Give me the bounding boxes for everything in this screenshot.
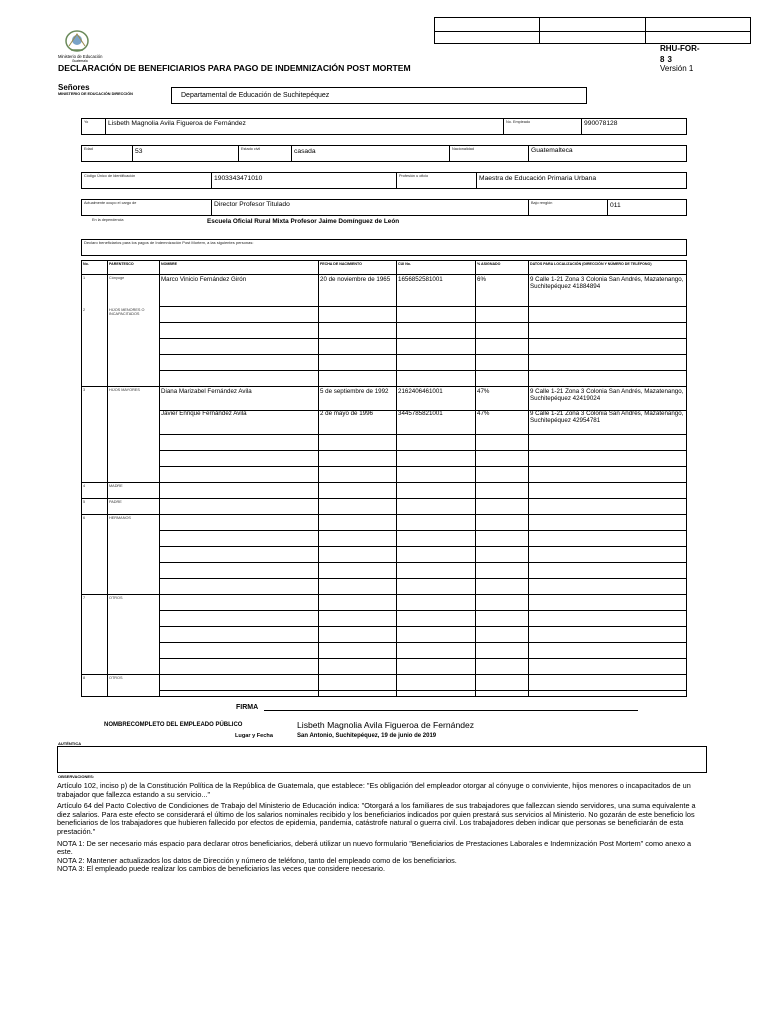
table-row-line: [81, 594, 687, 595]
note-article-102: Artículo 102, inciso p) de la Constitución Política de la República de Guatemala, que establece: "Es obligación del empleador otorgar al cónyuge o conviviente, hijos menores o incapacitados de un trabajador que fallezca estando a su servicio...": [57, 781, 691, 799]
relationship: HIJOS MENORES O INCAPACITADOS: [109, 308, 145, 317]
logo-sub: Guatemala: [72, 59, 88, 63]
percentage[interactable]: 6%: [477, 276, 486, 283]
age-label: Edad: [84, 147, 93, 151]
position-label: Actualmente ocupo el cargo de: [84, 201, 137, 205]
table-row-line: [81, 674, 687, 675]
relationship: OTROS: [109, 676, 123, 680]
table-header-cell: PARENTESCO: [109, 262, 134, 266]
table-header-cell: % ASIGNADO: [477, 262, 501, 266]
age-row-sep-4: [449, 145, 450, 162]
emblem-icon: [62, 28, 92, 54]
civil-value[interactable]: casada: [294, 148, 316, 155]
cui-row: [81, 172, 687, 189]
relationship: HERMANOS: [109, 516, 131, 520]
table-row-line: [159, 338, 687, 339]
header-box-divider: [434, 31, 751, 32]
header-box-col-line-1: [539, 17, 540, 44]
place-value[interactable]: San Antonio, Suchitepéquez, 19 de junio de 2019: [297, 733, 437, 739]
form-code-1: RHU-FOR-: [660, 44, 700, 53]
relationship: OTROS: [109, 596, 123, 600]
relationship: Cónyuge: [109, 276, 125, 280]
position-row-sep-3: [607, 199, 608, 216]
cui-value[interactable]: 1903343471010: [214, 175, 263, 182]
beneficiary-cui[interactable]: 2162406461001: [398, 388, 443, 395]
name-label: Yo: [84, 120, 89, 124]
autentica-label: AUTÉNTICA: [58, 741, 82, 746]
beneficiary-cui[interactable]: 1656852581001: [398, 276, 443, 283]
page-title: DECLARACIÓN DE BENEFICIARIOS PARA PAGO DE INDEMNIZACIÓN POST MORTEM: [58, 63, 411, 73]
row-number: 1: [83, 276, 86, 280]
declaro-text: Declaro beneficiarios para los pagos de Indemnización Post Mortem, a las siguientes personas:: [84, 240, 254, 245]
table-row-line: [159, 306, 687, 307]
row-number: 4: [83, 484, 86, 488]
table-row-line: [81, 274, 687, 275]
table-row-line: [159, 546, 687, 547]
age-row-sep-5: [528, 145, 529, 162]
relationship: MADRE: [109, 484, 123, 488]
firma-line: [264, 710, 638, 711]
position-row-sep-1: [211, 199, 212, 216]
contact-address[interactable]: 9 Calle 1-21 Zona 3 Colonia San Andrés, Mazatenango, Suchitepéquez 42419024: [530, 388, 684, 403]
senores-label: Señores: [58, 83, 90, 92]
form-version: Versión 1: [660, 64, 694, 73]
row-number: 8: [83, 676, 86, 680]
firma-label: FIRMA: [236, 704, 259, 711]
age-row-sep-2: [238, 145, 239, 162]
name-row-sep-3: [581, 118, 582, 135]
table-row-line: [81, 482, 687, 483]
age-value[interactable]: 53: [135, 148, 143, 155]
employee-name[interactable]: Lisbeth Magnolia Avila Figueroa de Fernández: [108, 120, 246, 127]
age-row-sep-1: [132, 145, 133, 162]
contact-address[interactable]: 9 Calle 1-21 Zona 3 Colonia San Andrés, Mazatenango, Suchitepéquez 42954781: [530, 410, 684, 425]
name-row-sep-1: [105, 118, 106, 135]
age-row-sep-3: [291, 145, 292, 162]
nat-label: Nacionalidad: [452, 147, 474, 151]
row-number: 2: [83, 308, 86, 312]
civil-label: Estado civil: [241, 147, 261, 151]
birth-date[interactable]: 5 de septiembre de 1992: [320, 388, 389, 395]
form-code-2: 83: [660, 55, 675, 64]
table-header-cell: FECHA DE NACIMIENTO: [320, 262, 362, 266]
position-row-sep-2: [528, 199, 529, 216]
table-row-line: [159, 658, 687, 659]
beneficiary-name[interactable]: Javier Enrique Fernández Avila: [161, 410, 247, 417]
birth-date[interactable]: 20 de noviembre de 1965: [320, 276, 391, 283]
contact-address[interactable]: 9 Calle 1-21 Zona 3 Colonia San Andrés, Mazatenango, Suchitepéquez 41884894: [530, 276, 684, 291]
table-header-cell: NOMBRE: [161, 262, 177, 266]
note-1: NOTA 1: De ser necesario más espacio para declarar otros beneficiarios, deberá utilizar un nuevo formulario "Beneficiarios de Prestaciones Laborales e Indemnización Post Mortem" como anexo a este.: [57, 838, 692, 857]
name-row-sep-2: [503, 118, 504, 135]
table-row-line: [159, 450, 687, 451]
table-col-line: [475, 260, 476, 697]
table-header-cell: CUI No.: [398, 262, 411, 266]
table-row-line: [159, 626, 687, 627]
beneficiaries-table: [81, 260, 687, 697]
departamental-value: Departamental de Educación de Suchitepéquez: [181, 92, 330, 99]
table-row-line: [81, 498, 687, 499]
table-row-line: [81, 514, 687, 515]
row-number: 3: [83, 388, 86, 392]
position-value[interactable]: Director Profesor Titulado: [214, 201, 290, 208]
cui-row-sep-2: [396, 172, 397, 189]
table-row-line: [159, 370, 687, 371]
table-row-line: [159, 562, 687, 563]
table-row-line: [159, 434, 687, 435]
observaciones-label: OBSERVACIONES:: [58, 774, 95, 779]
emp-no-label: No. Empleado: [506, 120, 531, 124]
table-row-line: [159, 642, 687, 643]
prof-value[interactable]: Maestra de Educación Primaria Urbana: [479, 175, 597, 182]
cui-row-sep-1: [211, 172, 212, 189]
renglon-value[interactable]: 011: [610, 202, 621, 209]
note-3: NOTA 3: El empleado puede realizar los cambios de beneficiarios las veces que considere necesario.: [57, 864, 385, 874]
table-row-line: [159, 466, 687, 467]
cui-label: Código Único de Identificación: [84, 174, 136, 178]
cui-row-sep-3: [476, 172, 477, 189]
table-row-line: [159, 322, 687, 323]
header-box-col-line-2: [645, 17, 646, 44]
relationship: HIJOS MAYORES: [109, 388, 140, 392]
table-row-line: [159, 578, 687, 579]
prof-label: Profesión u oficio: [399, 174, 429, 178]
autentica-box[interactable]: [57, 746, 707, 773]
row-number: 7: [83, 596, 86, 600]
table-header-cell: DATOS PARA LOCALIZACIÓN (DIRECCIÓN Y NÚMERO DE TELÉFONO): [530, 262, 652, 266]
ministerio-label: MINISTERIO DE EDUCACIÓN DIRECCIÓN: [58, 92, 133, 96]
renglon-label: Bajo renglón: [531, 201, 553, 205]
logo-caption: Ministerio de Educación: [58, 54, 103, 59]
age-row: [81, 145, 687, 162]
ministry-logo: [62, 28, 92, 54]
notes-section: [57, 778, 707, 877]
dependency-value[interactable]: Escuela Oficial Rural Mixta Profesor Jaime Domínguez de León: [207, 218, 400, 225]
relationship: PADRE: [109, 500, 122, 504]
table-col-line: [107, 260, 108, 697]
table-col-line: [528, 260, 529, 697]
note-2: NOTA 2: Mantener actualizados los datos de Dirección y número de teléfono, tanto del empleado como de los beneficiarios.: [57, 855, 457, 865]
note-article-64: Artículo 64 del Pacto Colectivo de Condiciones de Trabajo del Ministerio de Educación indica: "Otorgará a los familiares de sus trabajadores que fallezcan siendo servidores, una suma equivalente a diez salarios. Para este efecto se considerará el último de los salarios nominales recibido y los beneficiarios indicados por quien prestará sus servicios al Ministerio. No gozarán de este beneficio los beneficiarios de los trabajadores que hubieren fallecido por efectos de epidemia, pandemia, catástrofe natural o guerra civil. Los trabajadores deben indicar que personas se beneficiarán de esta prestación.": [57, 801, 696, 836]
dep-label: En la dependencia: [92, 218, 124, 222]
full-name-value[interactable]: Lisbeth Magnolia Avila Figueroa de Fernández: [297, 720, 475, 730]
beneficiary-name[interactable]: Marco Vinicio Fernández Girón: [161, 276, 247, 283]
emp-no-value[interactable]: 990078128: [584, 120, 618, 127]
percentage[interactable]: 47%: [477, 410, 490, 417]
beneficiary-name[interactable]: Diana Marizabel Fernández Avila: [161, 388, 252, 395]
row-number: 5: [83, 500, 86, 504]
table-row-line: [159, 690, 687, 691]
position-row: [81, 199, 687, 216]
table-col-line: [159, 260, 160, 697]
table-header-cell: No.: [83, 262, 89, 266]
nat-value[interactable]: Guatemalteca: [531, 147, 573, 154]
birth-date[interactable]: 2 de mayo de 1996: [320, 410, 373, 417]
table-col-line: [396, 260, 397, 697]
table-row-line: [159, 530, 687, 531]
table-row-line: [159, 610, 687, 611]
table-row-line: [159, 354, 687, 355]
place-label: Lugar y Fecha: [235, 733, 273, 739]
row-number: 6: [83, 516, 86, 520]
percentage[interactable]: 47%: [477, 388, 490, 395]
beneficiary-cui[interactable]: 3445785821001: [398, 410, 443, 417]
full-name-label: NOMBRECOMPLETO DEL EMPLEADO PÚBLICO: [104, 722, 243, 728]
table-row-line: [81, 386, 687, 387]
table-col-line: [318, 260, 319, 697]
